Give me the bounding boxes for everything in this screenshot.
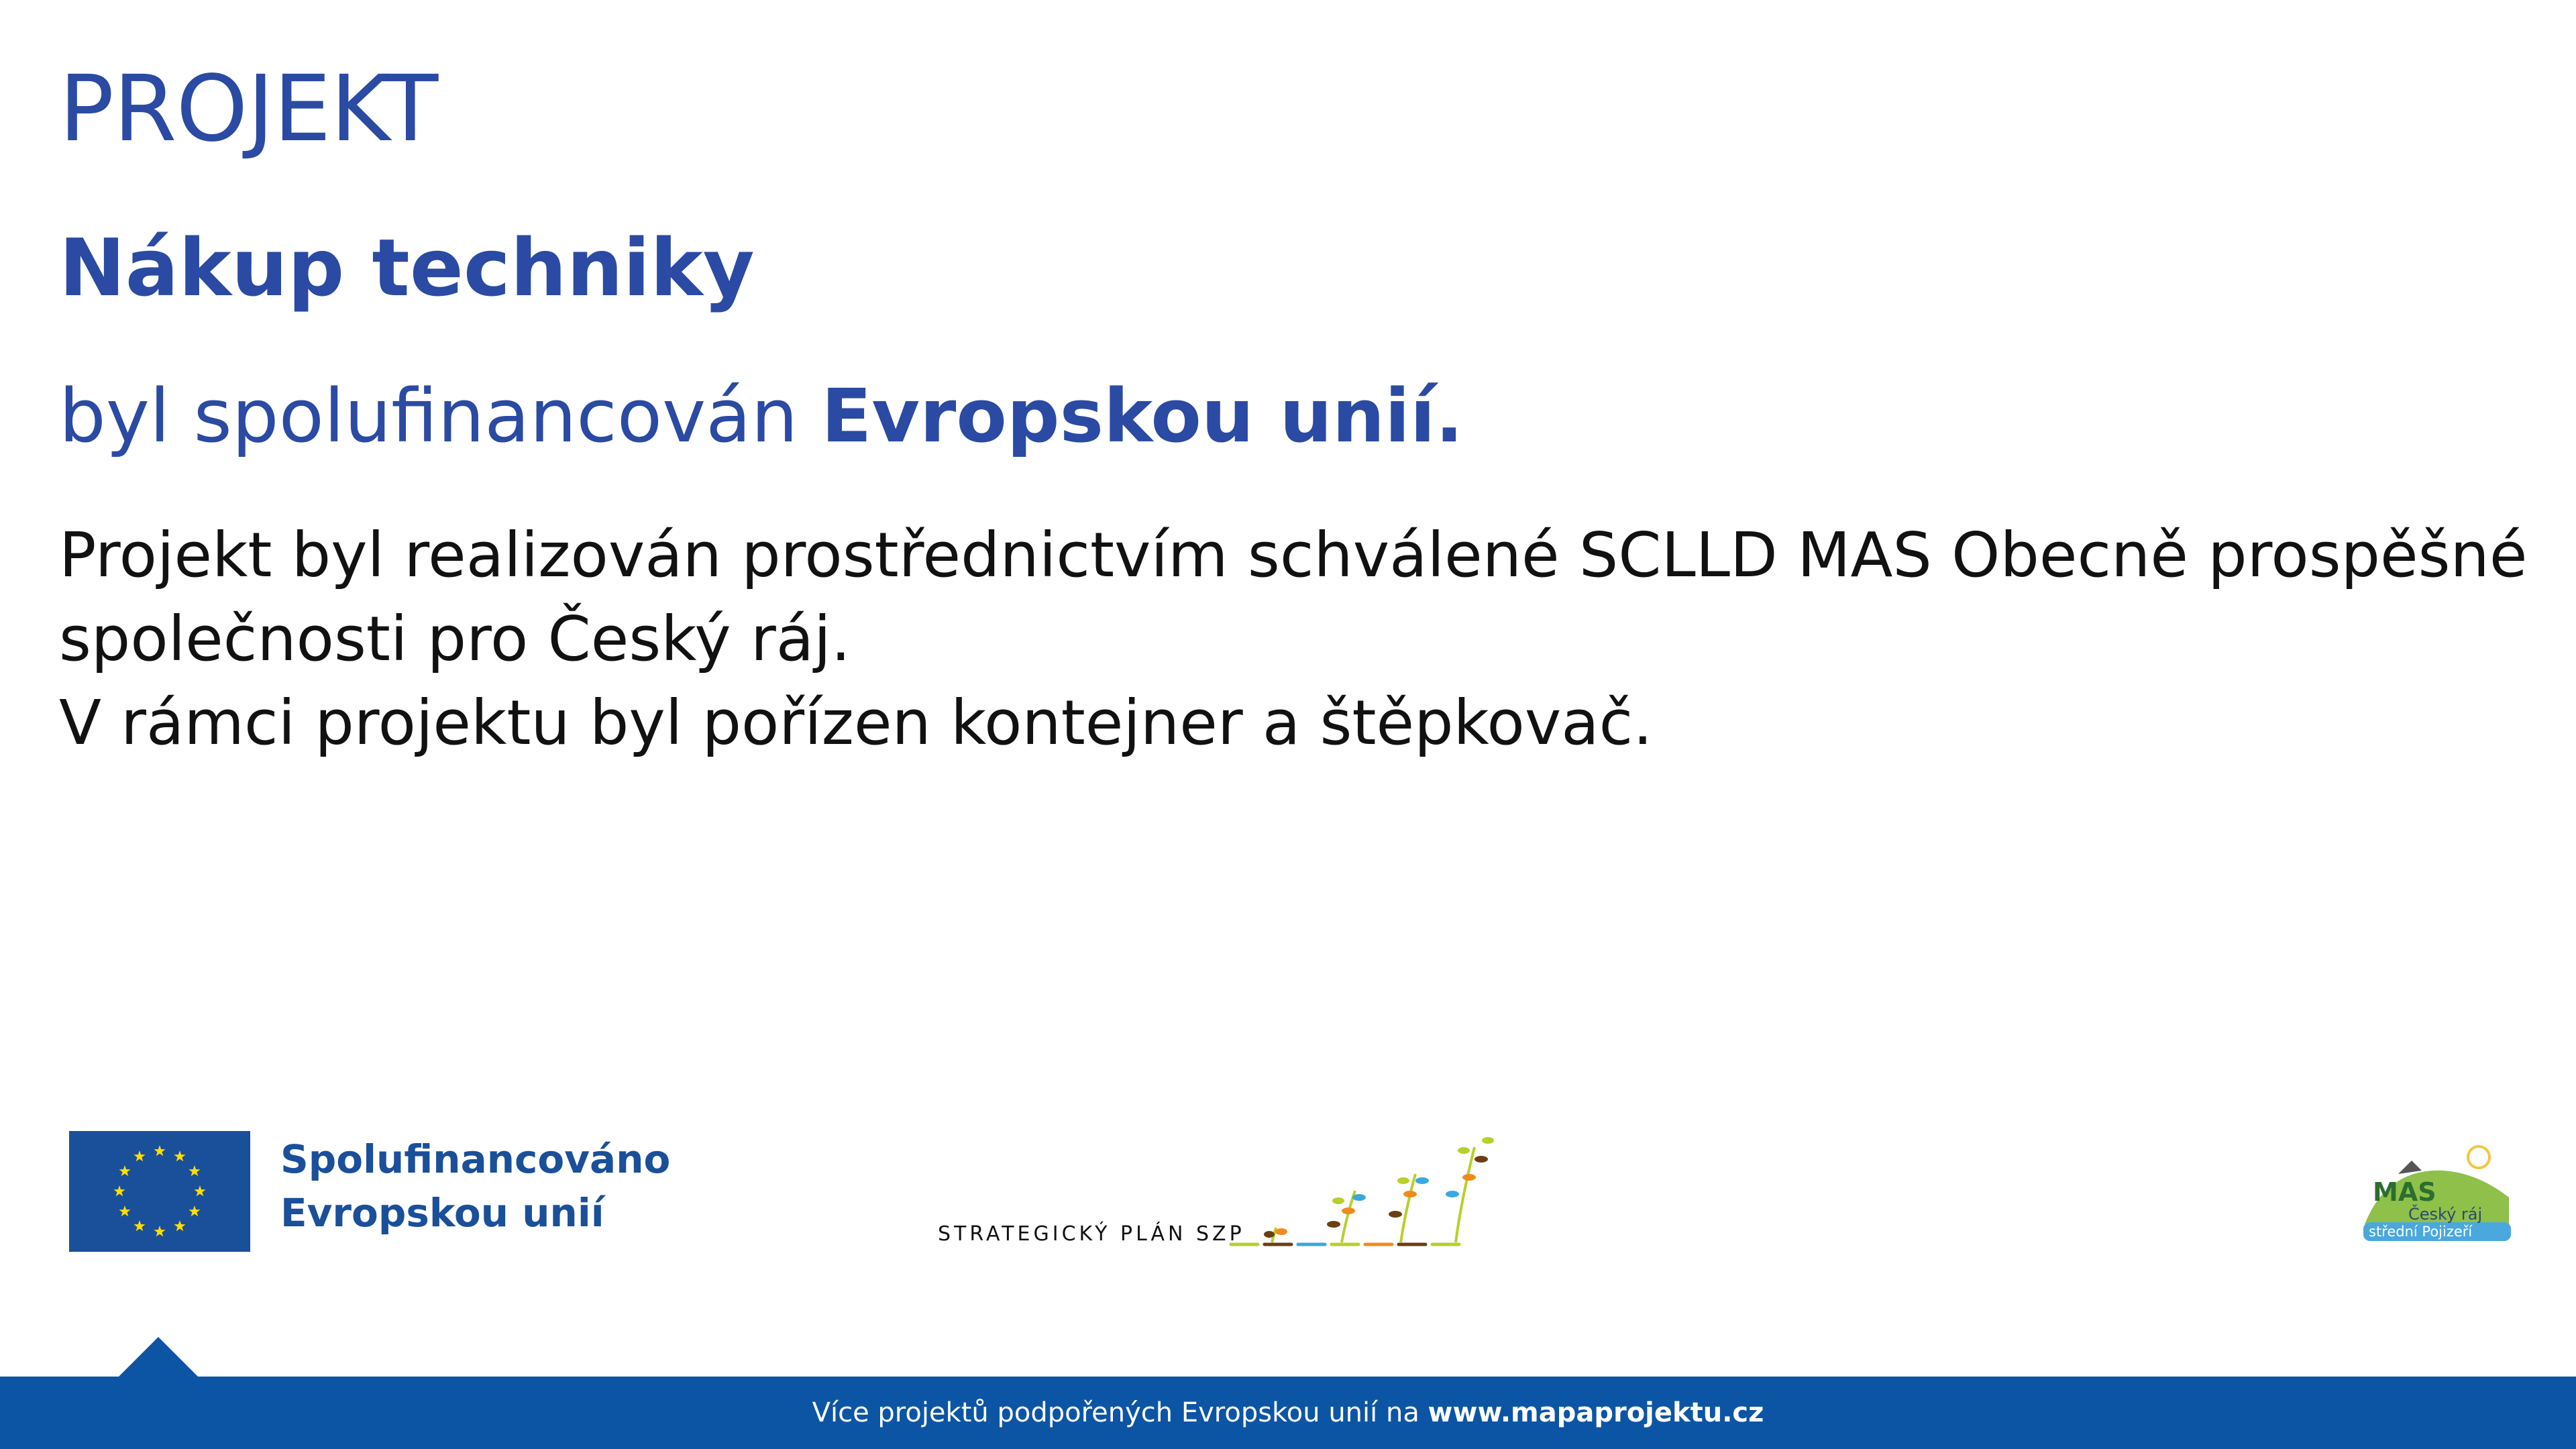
description-line: V rámci projektu byl pořízen kontejner a štěpkovač. [59, 687, 1653, 759]
szp-plants-logo-icon [1228, 1127, 1523, 1251]
eu-cofinanced-label [280, 1132, 670, 1240]
description-line: Projekt byl realizován prostřednictvím schválené SCLLD MAS Obecně prospěšné [59, 519, 2528, 591]
mas-logo-line2: Český ráj [2408, 1205, 2483, 1224]
project-description [59, 513, 2528, 765]
eu-label-line2: Evropskou unií [280, 1190, 604, 1236]
cofinanced-emphasis: Evropskou unií. [821, 373, 1464, 459]
cofinanced-statement [59, 373, 1464, 459]
mas-logo-line3: střední Pojizeří [2369, 1224, 2473, 1240]
eu-label-line1: Spolufinancováno [280, 1136, 671, 1182]
mas-logo-line1: MAS [2373, 1177, 2436, 1207]
description-line: společnosti pro Český ráj. [59, 603, 851, 675]
cofinanced-prefix: byl spolufinancován [59, 373, 822, 459]
mas-cesky-raj-logo-icon [2358, 1134, 2519, 1244]
page-title: PROJEKT [59, 56, 438, 162]
footer-link[interactable]: www.mapaprojektu.cz [1428, 1397, 1764, 1428]
footer-text: Více projektů podpořených Evropskou unií na [812, 1397, 1428, 1428]
eu-flag-icon [69, 1131, 250, 1252]
footer-bar [0, 1377, 2576, 1449]
project-name: Nákup techniky [59, 221, 755, 314]
szp-logo-text: STRATEGICKÝ PLÁN SZP [938, 1222, 1245, 1246]
footer-tab-notch [118, 1337, 199, 1377]
